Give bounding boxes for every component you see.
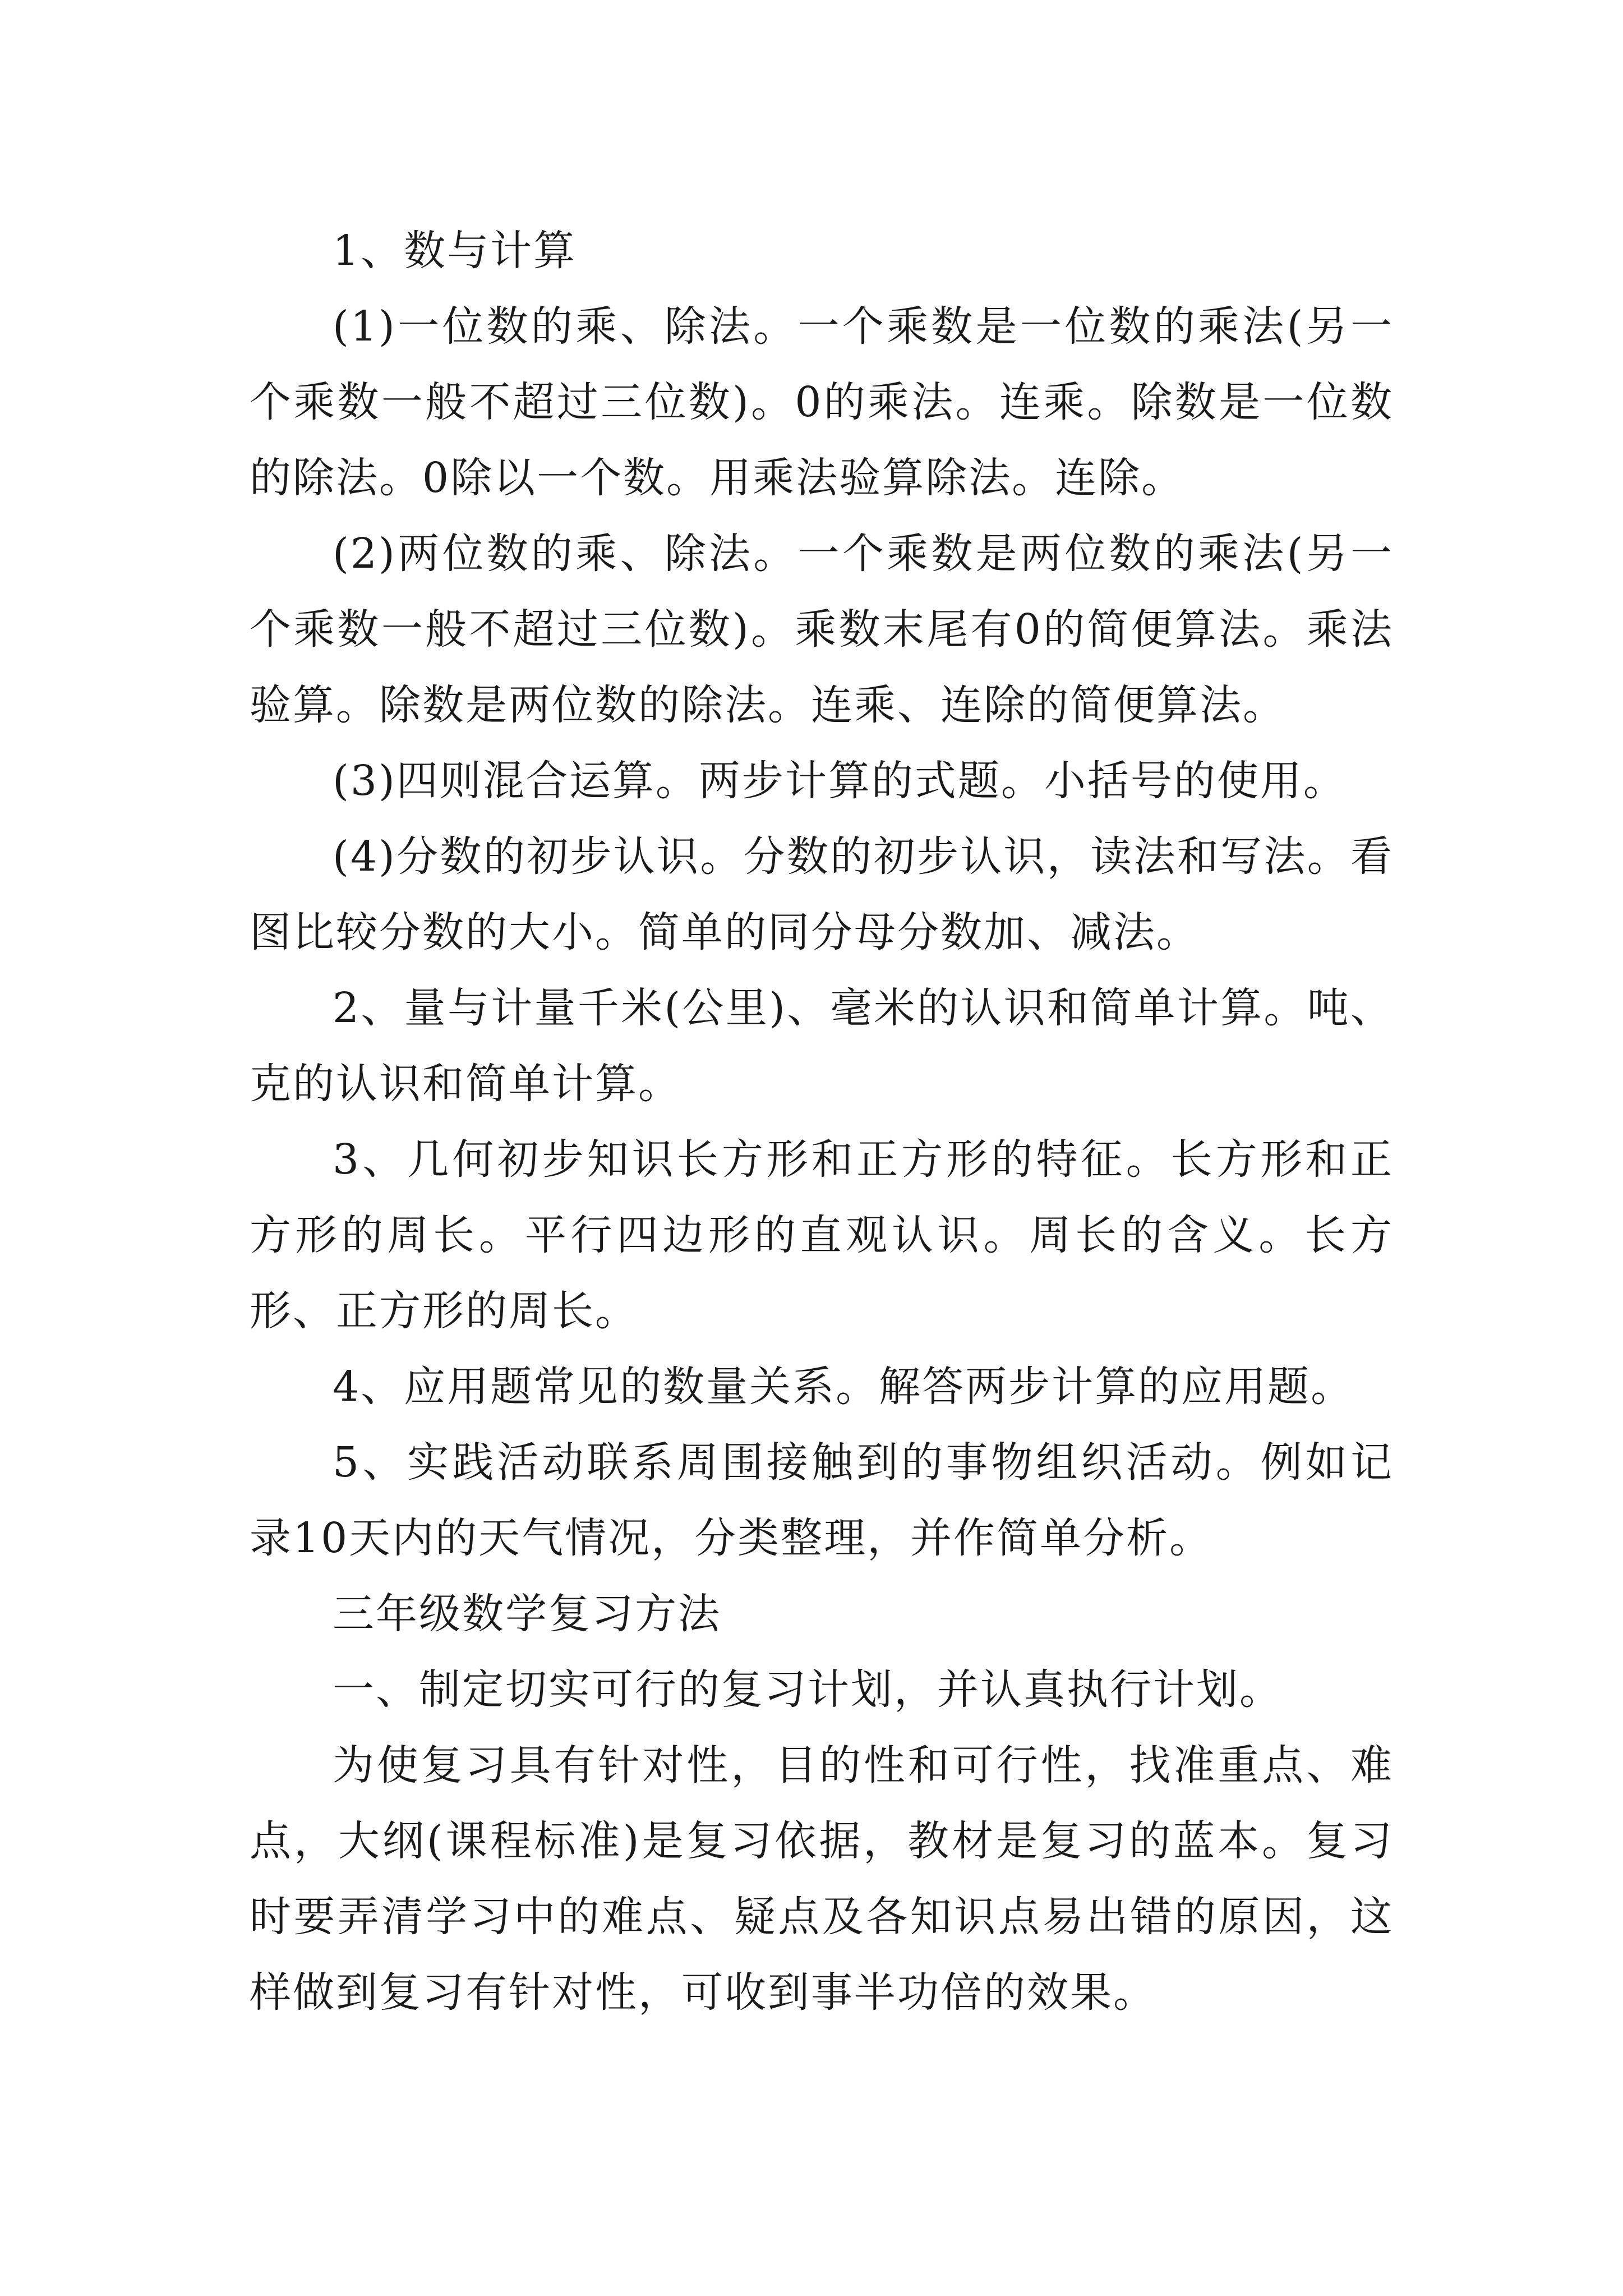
paragraph-section-3: 3、几何初步知识长方形和正方形的特征。长方形和正方形的周长。平行四边形的直观认识。周长的含义。长方形、正方形的周长。: [250, 1135, 1394, 1335]
document-body: [250, 213, 1394, 2031]
paragraph-review-step-1: 一、制定切实可行的复习计划，并认真执行计划。: [333, 1665, 1283, 1714]
paragraph-section-2: 2、量与计量千米(公里)、毫米的认识和简单计算。吨、克的认识和简单计算。: [250, 984, 1394, 1108]
paragraph-section-4: 4、应用题常见的数量关系。解答两步计算的应用题。: [333, 1363, 1354, 1411]
paragraph-item-3: (3)四则混合运算。两步计算的式题。小括号的使用。: [333, 757, 1347, 805]
paragraph-section-5: 5、实践活动联系周围接触到的事物组织活动。例如记录10天内的天气情况，分类整理，并作简单分析。: [250, 1438, 1394, 1562]
paragraph-review-title: 三年级数学复习方法: [333, 1590, 721, 1638]
paragraph-review-detail: 为使复习具有针对性，目的性和可行性，找准重点、难点，大纲(课程标准)是复习依据，教材是复习的蓝本。复习时要弄清学习中的难点、疑点及各知识点易出错的原因，这样做到复习有针对性，可收到事半功倍的效果。: [250, 1741, 1394, 2017]
paragraph-item-4: (4)分数的初步认识。分数的初步认识，读法和写法。看图比较分数的大小。简单的同分母分数加、减法。: [250, 832, 1394, 956]
paragraph-item-2: (2)两位数的乘、除法。一个乘数是两位数的乘法(另一个乘数一般不超过三位数)。乘数末尾有0的简便算法。乘法验算。除数是两位数的除法。连乘、连除的简便算法。: [250, 530, 1394, 729]
paragraph-item-1: (1)一位数的乘、除法。一个乘数是一位数的乘法(另一个乘数一般不超过三位数)。0的乘法。连乘。除数是一位数的除法。0除以一个数。用乘法验算除法。连除。: [250, 302, 1394, 502]
paragraph-section-1-heading: 1、数与计算: [333, 227, 577, 275]
